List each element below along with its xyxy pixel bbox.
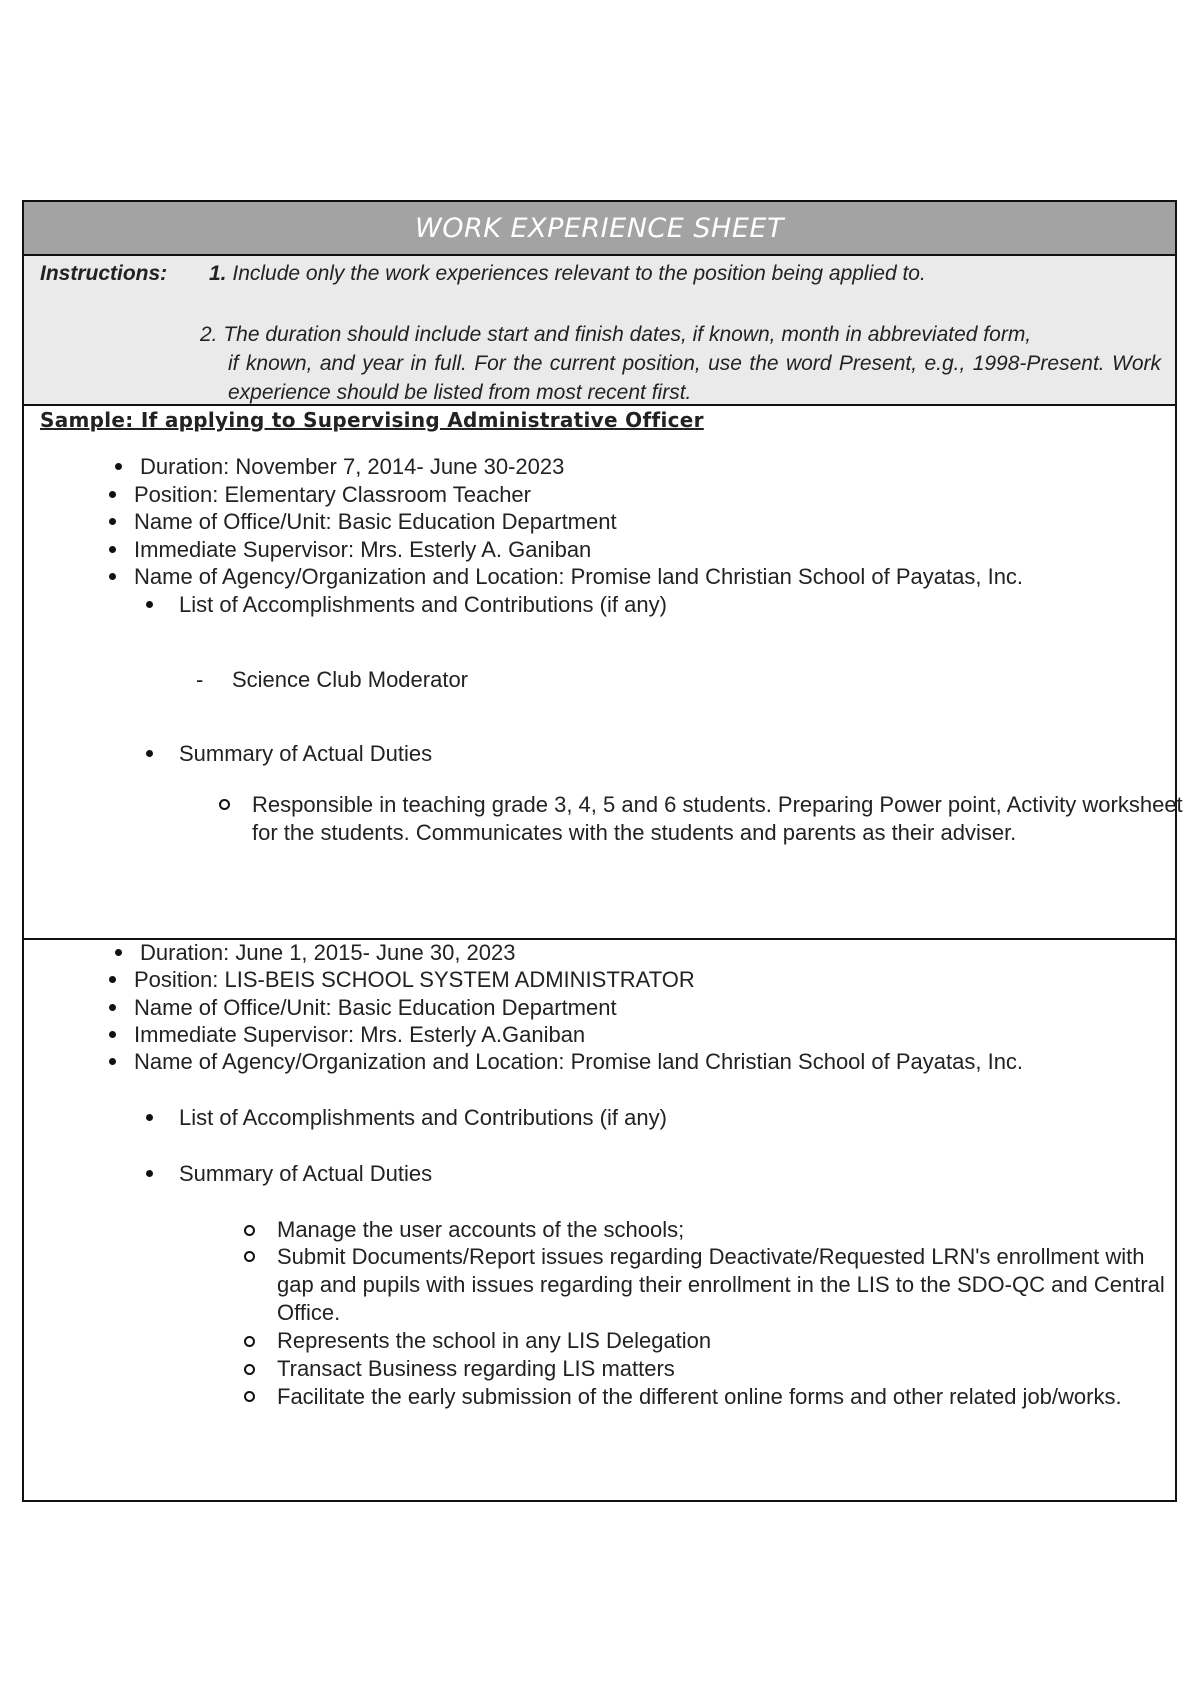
duration-item: Duration: November 7, 2014- June 30-2023: [140, 454, 565, 479]
agency-item: Name of Agency/Organization and Location: Promise land Christian School of Payatas, Inc.: [134, 564, 1024, 589]
supervisor-item: Immediate Supervisor: Mrs. Esterly A. Ganiban: [134, 537, 592, 562]
duties-label: Summary of Actual Duties: [179, 1161, 433, 1186]
office-item: Name of Office/Unit: Basic Education Department: [134, 995, 617, 1020]
instructions-block: [24, 256, 1175, 406]
experience-entry-1: [24, 406, 1183, 940]
duty-item: Facilitate the early submission of the different online forms and other related job/works.: [277, 1383, 1182, 1411]
duties-label: Summary of Actual Duties: [179, 741, 433, 766]
duty-item: Submit Documents/Report issues regarding Deactivate/Requested LRN's enrollment with gap and pupils with issues regarding their enrollment in the LIS to the SDO-QC and Central Office.: [277, 1243, 1182, 1327]
accomplishments-label: List of Accomplishments and Contributions (if any): [179, 1105, 667, 1130]
accomplishment-item: - Science Club Moderator: [232, 667, 468, 693]
instruction-1: [209, 262, 926, 286]
office-item: Name of Office/Unit: Basic Education Department: [134, 509, 617, 534]
sheet-title: WORK EXPERIENCE SHEET: [24, 202, 1175, 256]
duty-item: Represents the school in any LIS Delegation: [277, 1328, 712, 1353]
duty-item: Transact Business regarding LIS matters: [277, 1356, 675, 1381]
position-item: Position: LIS-BEIS SCHOOL SYSTEM ADMINISTRATOR: [134, 967, 695, 992]
instruction-2-first-line: 2. The duration should include start and finish dates, if known, month in abbreviated form,: [200, 323, 1032, 346]
instruction-1-text: Include only the work experiences relevant to the position being applied to.: [232, 262, 926, 285]
duty-item: Manage the user accounts of the schools;: [277, 1217, 685, 1242]
agency-item: Name of Agency/Organization and Location: Promise land Christian School of Payatas, Inc.: [134, 1049, 1024, 1074]
instruction-2-rest: if known, and year in full. For the current position, use the word Present, e.g., 1998-Present. Work experience should be listed from most recent first.: [228, 352, 1161, 404]
instruction-2: [200, 320, 1161, 407]
sample-heading: Sample: If applying to Supervising Administrative Officer: [40, 408, 704, 432]
instruction-1-number: 1.: [209, 262, 227, 285]
supervisor-item: Immediate Supervisor: Mrs. Esterly A.Ganiban: [134, 1022, 586, 1047]
experience-entry-2: [24, 940, 1175, 1500]
duty-item: Responsible in teaching grade 3, 4, 5 and 6 students. Preparing Power point, Activity worksheet for the students. Communicates with the students and parents as their adviser.: [252, 791, 1197, 847]
work-experience-sheet: [22, 200, 1183, 1502]
position-item: Position: Elementary Classroom Teacher: [134, 482, 531, 507]
accomplishments-label: List of Accomplishments and Contributions (if any): [179, 592, 667, 617]
instructions-label: Instructions:: [40, 262, 168, 285]
duration-item: Duration: June 1, 2015- June 30, 2023: [140, 940, 516, 965]
